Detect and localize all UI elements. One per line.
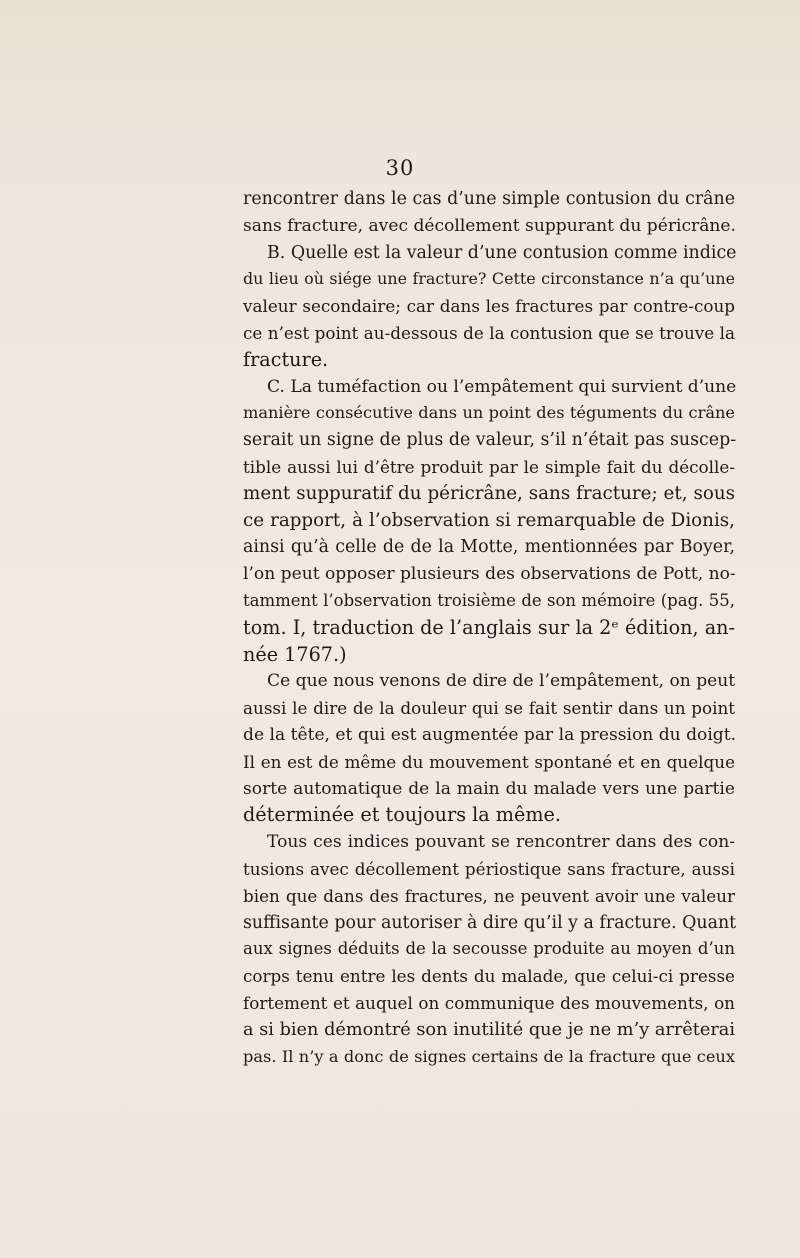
text-line: ce n’est point au-dessous de la contusion que se trouve la — [243, 322, 735, 343]
page-number: 30 — [385, 156, 415, 180]
text-line: tusions avec décollement périostique sans fracture, aussi — [243, 858, 735, 879]
text-line: déterminée et toujours la même. — [243, 803, 562, 827]
text-line: tom. I, traduction de l’anglais sur la 2ᵉ édition, an- — [243, 615, 735, 639]
text-line: serait un signe de plus de valeur, s’il n’était pas suscep- — [243, 430, 737, 451]
text-line: bien que dans des fractures, ne peuvent avoir une valeur — [243, 885, 735, 906]
text-line: corps tenu entre les dents du malade, que celui-ci presse — [243, 966, 735, 987]
text-line: fortement et auquel on communique des mouvements, on — [243, 992, 735, 1013]
text-line: ment suppuratif du péricrâne, sans fracture; et, sous — [243, 482, 735, 504]
text-line: fracture. — [243, 347, 329, 371]
body-text — [243, 186, 735, 1070]
text-line: ainsi qu’à celle de de la Motte, mentionnées par Boyer, — [243, 537, 735, 558]
text-line: l’on peut opposer plusieurs des observations de Pott, no- — [243, 564, 736, 585]
text-line: a si bien démontré son inutilité que je ne m’y arrêterai — [243, 1019, 735, 1040]
text-line: manière consécutive dans un point des téguments du crâne — [243, 403, 735, 423]
text-line: suffisante pour autoriser à dire qu’il y a fracture. Quant — [243, 912, 737, 933]
text-line: tamment l’observation troisième de son mémoire (pag. 55, — [243, 590, 735, 610]
text-line: C. La tuméfaction ou l’empâtement qui survient d’une — [267, 376, 737, 397]
text-line: de la tête, et qui est augmentée par la pression du doigt. — [243, 724, 737, 745]
text-line: valeur secondaire; car dans les fractures par contre-coup — [243, 296, 735, 317]
text-line: aussi le dire de la douleur qui se fait sentir dans un point — [243, 698, 735, 719]
text-line: tible aussi lui d’être produit par le simple fait du décolle- — [243, 456, 735, 477]
text-line: Ce que nous venons de dire de l’empâtement, on peut — [267, 671, 736, 692]
text-line: sans fracture, avec décollement suppurant du péricrâne. — [243, 215, 736, 236]
text-line: rencontrer dans le cas d’une simple contusion du crâne — [243, 189, 735, 209]
text-line: du lieu où siége une fracture? Cette circonstance n’a qu’une — [243, 269, 735, 289]
text-line: Tous ces indices pouvant se rencontrer dans des con- — [267, 832, 735, 853]
text-line: Il en est de même du mouvement spontané et en quelque — [243, 751, 735, 772]
text-line: pas. Il n’y a donc de signes certains de la fracture que ceux — [243, 1046, 735, 1066]
text-line: ce rapport, à l’observation si remarquable de Dionis, — [243, 509, 735, 531]
text-line: née 1767.) — [243, 642, 347, 666]
text-line: sorte automatique de la main du malade vers une partie — [243, 778, 735, 799]
text-line: B. Quelle est la valeur d’une contusion comme indice — [267, 242, 737, 263]
text-line: aux signes déduits de la secousse produite au moyen d’un — [243, 939, 735, 959]
